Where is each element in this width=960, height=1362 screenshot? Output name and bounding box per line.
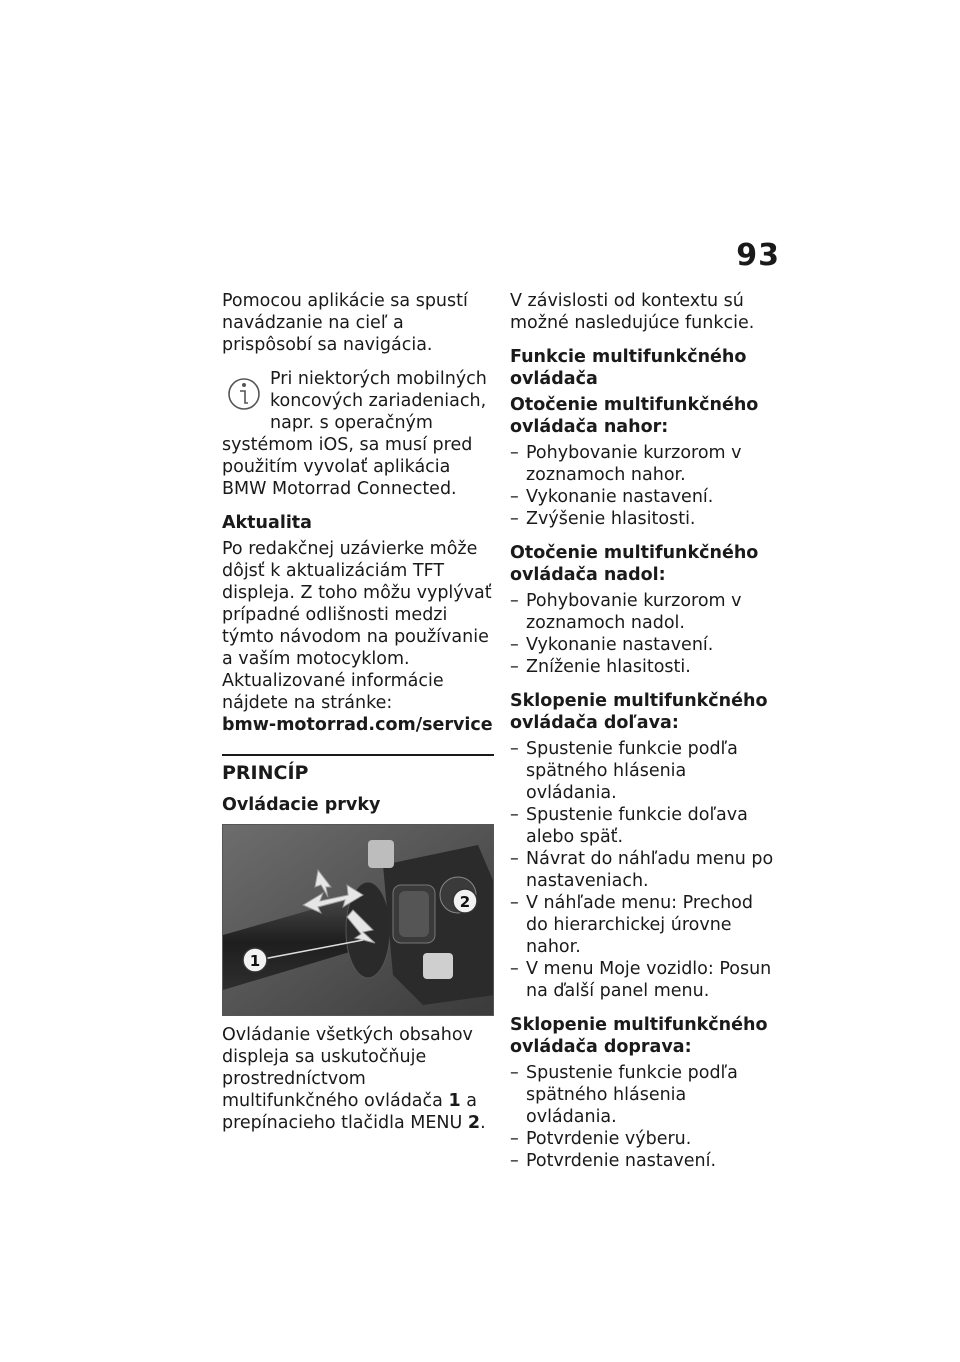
list-item: – Spustenie funkcie podľa spätného hlásenia ovládania.: [510, 738, 780, 804]
group-list-down: [510, 590, 780, 678]
caption-text-c: a prepínacieho tlačidla MENU: [222, 1091, 477, 1133]
list-item: – Pohybovanie kurzorom v zoznamoch nadol.: [510, 590, 780, 634]
list-item: – Pohybovanie kurzorom v zoznamoch nahor.: [510, 442, 780, 486]
figure-caption: [222, 1024, 494, 1134]
caption-ref-2: 2: [467, 1113, 481, 1133]
section-title: PRINCÍP: [222, 762, 309, 784]
left-column: [222, 290, 494, 1146]
group-list-left: [510, 738, 780, 1002]
figure-label-2: 2: [459, 893, 471, 911]
list-item: – Návrat do náhľadu menu po nastaveniach.: [510, 848, 780, 892]
caption-text-a: Ovládanie všetkých obsahov displeja sa uskutočňuje prostredníctvom multifunkčného ovládača: [222, 1025, 473, 1111]
handlebar-illustration: [223, 825, 494, 1016]
figure-label-1: 1: [249, 952, 261, 970]
update-text: [222, 538, 494, 736]
info-icon: [226, 372, 262, 416]
list-item: – Spustenie funkcie podľa spätného hlásenia ovládania.: [510, 1062, 780, 1128]
list-item: – Vykonanie nastavení.: [510, 634, 780, 656]
page-number: 93: [736, 238, 780, 273]
list-item: – Spustenie funkcie doľava alebo späť.: [510, 804, 780, 848]
caption-text-e: .: [480, 1113, 486, 1133]
info-note-text: Pri niektorých mobilných koncových zariadeniach, napr. s operačným systémom iOS, sa musí pred použitím vyvolať aplikácia BMW Motorrad Connected.: [222, 369, 487, 499]
section-divider: [222, 754, 494, 784]
group-heading-down: Otočenie multifunkčného ovládača nadol:: [510, 543, 759, 585]
subsection-title: Ovládacie prvky: [222, 795, 381, 815]
caption-ref-1: 1: [448, 1091, 461, 1111]
update-text-body: Po redakčnej uzávierke môže dôjsť k aktualizáciám TFT displeja. Z toho môžu vyplývať prípadné odlišnosti medzi týmto návodom na používanie a vaším motocyklom. Aktualizované informácie nájdete na stránke:: [222, 539, 492, 713]
functions-heading: Funkcie multifunkčného ovládača: [510, 347, 747, 389]
list-item: – V náhľade menu: Prechod do hierarchickej úrovne nahor.: [510, 892, 780, 958]
group-list-up: [510, 442, 780, 530]
list-item: – Potvrdenie nastavení.: [510, 1150, 780, 1172]
right-column: [510, 290, 780, 1184]
handlebar-controls-figure: [222, 824, 494, 1016]
update-heading: Aktualita: [222, 513, 312, 533]
group-heading-right: Sklopenie multifunkčného ovládača doprava:: [510, 1015, 768, 1057]
list-item: – Vykonanie nastavení.: [510, 486, 780, 508]
list-item: – Potvrdenie výberu.: [510, 1128, 780, 1150]
context-intro: V závislosti od kontextu sú možné nasledujúce funkcie.: [510, 291, 755, 333]
group-heading-left: Sklopenie multifunkčného ovládača doľava:: [510, 691, 768, 733]
list-item: – Zvýšenie hlasitosti.: [510, 508, 780, 530]
list-item: – V menu Moje vozidlo: Posun na ďalší panel menu.: [510, 958, 780, 1002]
service-link[interactable]: bmw-motorrad.com/service: [222, 715, 493, 735]
info-note: [222, 368, 494, 500]
group-list-right: [510, 1062, 780, 1172]
intro-paragraph: Pomocou aplikácie sa spustí navádzanie na cieľ a prispôsobí sa navigácia.: [222, 291, 468, 355]
list-item: – Zníženie hlasitosti.: [510, 656, 780, 678]
group-heading-up: Otočenie multifunkčného ovládača nahor:: [510, 395, 759, 437]
